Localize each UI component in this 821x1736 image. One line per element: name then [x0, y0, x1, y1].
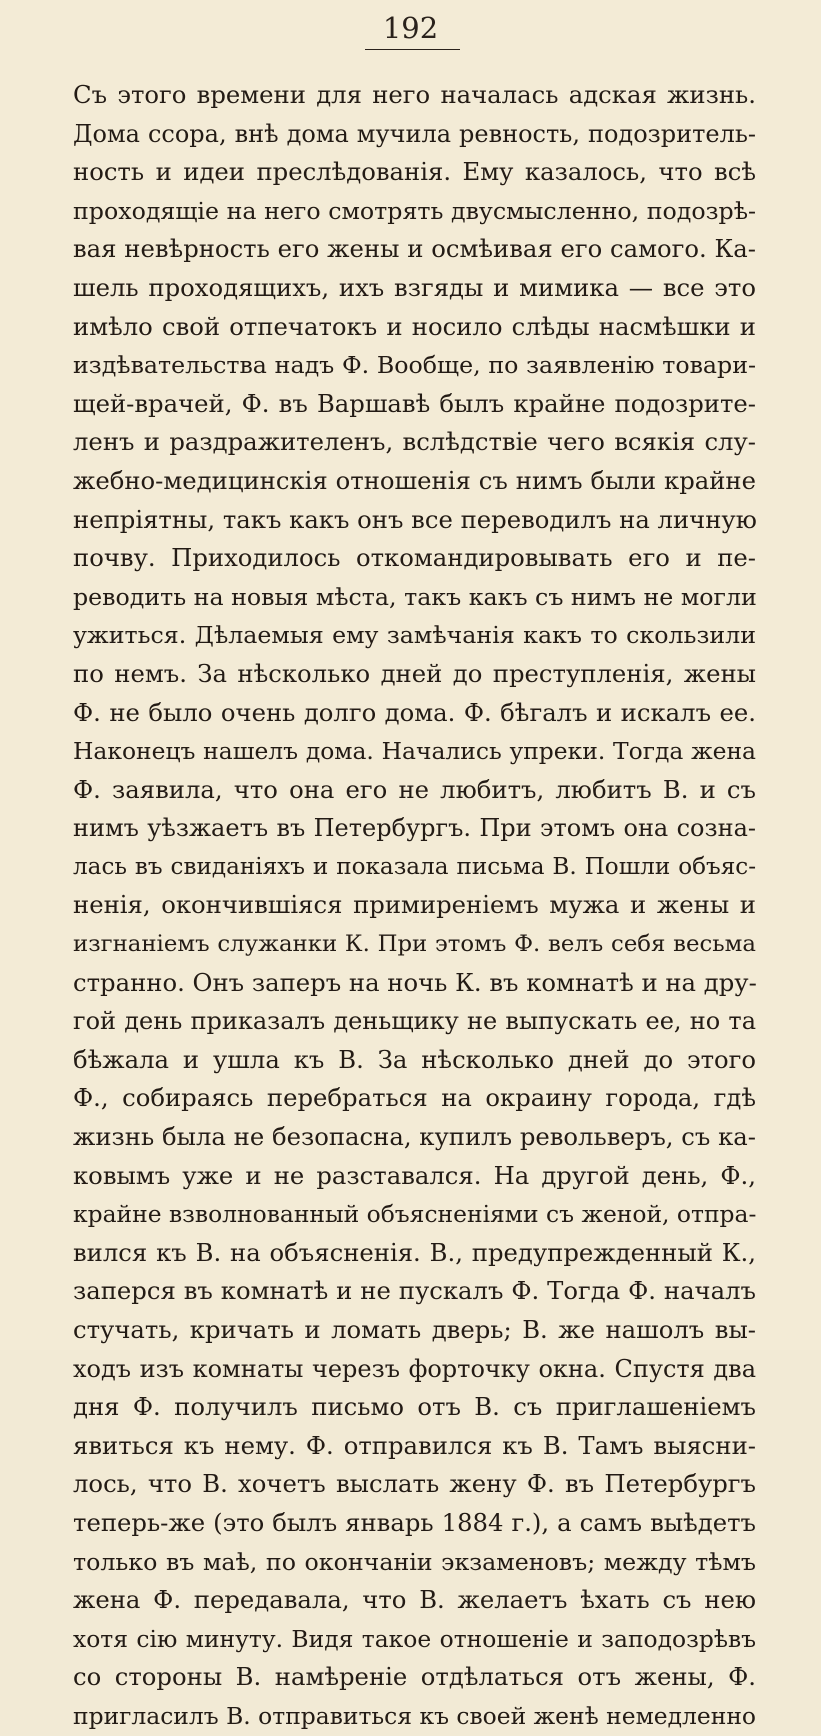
- text-line: лась въ свиданіяхъ и показала письма В. Пошли объяс-: [73, 853, 756, 880]
- text-line: пригласилъ В. отправиться къ своей женѣ немедленно: [73, 1701, 756, 1730]
- text-line: издѣвательства надъ Ф. Вообще, по заявленію товари-: [73, 351, 756, 380]
- text-line: ковымъ уже и не разставался. На другой день, Ф.,: [73, 1160, 756, 1190]
- text-line: Дома ссора, внѣ дома мучила ревность, подозритель-: [73, 119, 756, 148]
- text-line: ходъ изъ комнаты черезъ форточку окна. Спустя два: [73, 1354, 756, 1383]
- text-line: Ф., собираясь перебраться на окраину города, гдѣ: [73, 1083, 756, 1113]
- text-line: лось, что В. хочетъ выслать жену Ф. въ Петербургъ: [73, 1469, 756, 1499]
- text-line: хотя сію минуту. Видя такое отношеніе и заподозрѣвъ: [73, 1624, 756, 1653]
- text-line: только въ маѣ, по окончаніи экзаменовъ; между тѣмъ: [73, 1547, 756, 1576]
- text-line: странно. Онъ заперъ на ночь К. въ комнатѣ и на дру-: [73, 967, 757, 997]
- text-line: со стороны В. намѣреніе отдѣлаться отъ жены, Ф.: [73, 1662, 756, 1692]
- text-line: жебно-медицинскія отношенія съ нимъ были крайне: [73, 465, 756, 495]
- text-line: по немъ. За нѣсколько дней до преступленія, жены: [73, 658, 756, 688]
- text-line: теперь-же (это былъ январь 1884 г.), а самъ выѣдетъ: [73, 1507, 756, 1537]
- text-line: Наконецъ нашелъ дома. Начались упреки. Тогда жена: [73, 737, 756, 766]
- text-line: нимъ уѣзжаетъ въ Петербургъ. При этомъ она созна-: [73, 814, 756, 843]
- text-line: имѣло свой отпечатокъ и носило слѣды насмѣшки и: [73, 311, 756, 341]
- text-line: реводить на новыя мѣста, такъ какъ съ нимъ не могли: [73, 582, 757, 611]
- text-line: Съ этого времени для него началась адская жизнь.: [73, 80, 756, 109]
- text-line: ненія, окончившіяся примиреніемъ мужа и жены и: [73, 890, 756, 920]
- text-line: Ф. не было очень долго дома. Ф. бѣгалъ и искалъ ее.: [73, 697, 756, 727]
- text-line: ленъ и раздражителенъ, вслѣдствіе чего всякія слу-: [73, 427, 756, 457]
- text-line: вился къ В. на объясненія. В., предупрежденный К.,: [73, 1237, 756, 1267]
- text-line: Ф. заявила, что она его не любитъ, любитъ В. и съ: [73, 774, 756, 804]
- text-line: дня Ф. получилъ письмо отъ В. съ приглашеніемъ: [73, 1392, 756, 1422]
- text-line: щей-врачей, Ф. въ Варшавѣ былъ крайне подозрите-: [73, 388, 756, 418]
- text-line: заперся въ комнатѣ и не пускалъ Ф. Тогда Ф. началъ: [73, 1276, 756, 1306]
- page-number: 192: [382, 11, 439, 45]
- text-line: жена Ф. передавала, что В. желаетъ ѣхать съ нею: [73, 1585, 756, 1615]
- text-line: почву. Приходилось откомандировывать его и пе-: [73, 543, 756, 573]
- text-line: изгнаніемъ служанки К. При этомъ Ф. велъ себя весьма: [73, 931, 756, 958]
- text-line: бѣжала и ушла къ В. За нѣсколько дней до этого: [73, 1044, 756, 1074]
- text-line: непріятны, такъ какъ онъ все переводилъ на личную: [73, 504, 757, 534]
- text-line: ужиться. Дѣлаемыя ему замѣчанія какъ то скользили: [73, 621, 756, 650]
- text-line: стучать, кричать и ломать дверь; В. же нашолъ вы-: [73, 1315, 756, 1344]
- text-line: гой день приказалъ деньщику не выпускать ее, но та: [73, 1007, 756, 1036]
- text-line: ность и идеи преслѣдованія. Ему казалось, что всѣ: [73, 157, 756, 187]
- text-line: вая невѣрность его жены и осмѣивая его самого. Ка-: [73, 234, 756, 264]
- text-line: проходящіе на него смотрять двусмысленно, подозрѣ-: [73, 196, 756, 225]
- text-line: явиться къ нему. Ф. отправился къ В. Тамъ выясни-: [73, 1430, 756, 1460]
- body-text: [73, 76, 756, 1736]
- text-line: жизнь была не безопасна, купилъ револьверъ, съ ка-: [73, 1122, 756, 1152]
- header-rule: [365, 49, 460, 50]
- text-line: крайне взволнованный объясненіями съ женой, отпра-: [73, 1200, 757, 1229]
- text-line: шель проходящихъ, ихъ взгяды и мимика — все это: [73, 272, 756, 302]
